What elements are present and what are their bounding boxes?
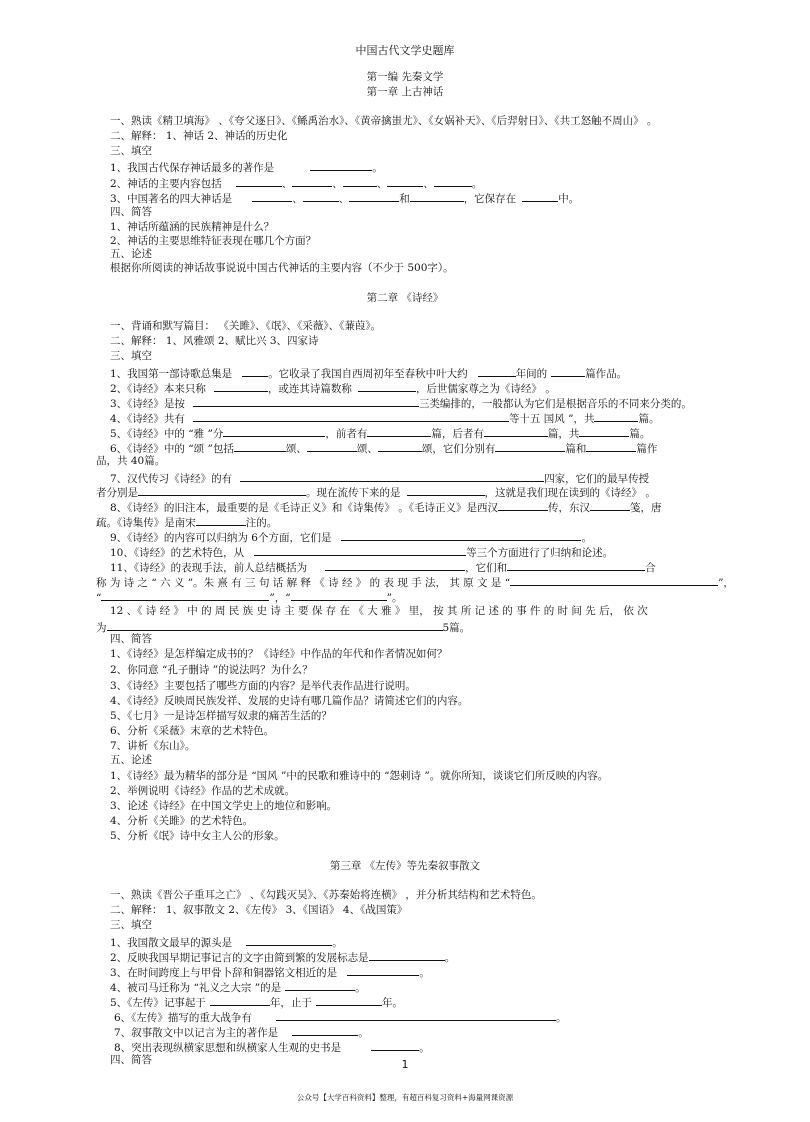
ch2-short-q1: 1、《诗经》是怎样编定成书的？《诗经》中作品的年代和作者情况如何？ xyxy=(110,648,448,660)
ch1-short-q2: 2、神话的主要思维特征表现在哪几个方面？ xyxy=(110,235,317,247)
ch1-fill-q3: 3、中国著名的四大神话是 、 、 和 ，它保存在 中。 xyxy=(110,193,580,205)
ch2-fill-q11-cont1: 称 为 诗 之 “ 六 义 ”。朱 熹 有 三 句 话 解 释 《 诗 经 》 的 表 现 手 法， 其 原 文 是 “ ”， xyxy=(96,577,734,589)
chapter-1-title: 第一章 上古神话 xyxy=(366,86,444,98)
ch2-fill-q6-cont: 品，共 40篇。 xyxy=(96,455,166,467)
ch2-fill-q11-cont2: “ ”，“ ”。 xyxy=(96,592,403,604)
ch3-fill-q7: 7、叙事散文中以记言为主的著作是 。 xyxy=(114,1027,369,1039)
ch2-fill-q8-cont: 疏。《诗集传》是南宋 注的。 xyxy=(96,517,278,529)
ch2-essay-q3: 3、论述《诗经》在中国文学史上的地位和影响。 xyxy=(110,800,338,812)
ch2-short-heading: 四、简答 xyxy=(110,633,152,645)
ch2-fill-q9: 9、《诗经》的内容可以归纳为 6个方面，它们是 。 xyxy=(110,532,592,544)
ch3-explain: 二、解释： 1、叙事散文 2、《左传》 3、《国语》 4、《战国策》 xyxy=(110,904,408,916)
ch3-fill-q3: 3、在时间跨度上与甲骨卜辞和铜器铭文相近的是 。 xyxy=(110,967,430,979)
chapter-3-title: 第三章 《左传》等先秦叙事散文 xyxy=(329,860,481,872)
ch2-short-q6: 6、分析《采薇》末章的艺术特色。 xyxy=(110,725,275,737)
ch3-fill-q2: 2、反映我国早期记事记言的文字由简到繁的发展标志是 。 xyxy=(110,952,456,964)
ch2-fill-q4: 4、《诗经》共有 等十五 国风 ”，共 篇。 xyxy=(110,413,660,425)
ch2-essay-q2: 2、举例说明《诗经》作品的艺术成就。 xyxy=(110,785,296,797)
ch2-short-q3: 3、《诗经》主要包括了哪些方面的内容？是举代表作品进行说明。 xyxy=(110,680,416,692)
ch2-fill-q12: 12 、《 诗 经 》 中 的 周 民 族 史 诗 主 要 保 存 在 《 大 雅 》 里， 按 其 所 记 述 的 事 件 的 时 间 先 后， 依 次 xyxy=(110,605,648,617)
ch1-fill-q1: 1、我国古代保存神话最多的著作是 。 xyxy=(110,162,383,174)
ch2-fill-q8: 8、《诗经》的旧注本，最重要的是《毛诗正义》和《诗集传》 。《毛诗正义》是西汉 传，东汉 笺，唐 xyxy=(110,502,662,514)
ch2-essay-q1: 1、《诗经》最为精华的部分是 “国风 ”中的民歌和雅诗中的 “怨刺诗 ”。就你所知，谈谈它们所反映的内容。 xyxy=(110,770,609,782)
part-title: 第一编 先秦文学 xyxy=(366,71,444,83)
ch3-fill-q8: 8、突出表现纵横家思想和纵横家人生观的史书是 。 xyxy=(114,1042,430,1054)
ch2-fill-q10: 10、《诗经》的艺术特色，从 等三个方面进行了归纳和论述。 xyxy=(110,547,614,559)
ch3-fill-q1: 1、我国散文最早的源头是 。 xyxy=(110,937,343,949)
ch2-short-q2: 2、你同意 “孔子删诗 ”的说法吗？为什么？ xyxy=(110,664,313,676)
ch2-recite: 一、背诵和默写篇目： 《关雎》、《氓》、《采薇》、《蒹葭》。 xyxy=(110,320,382,332)
ch2-fill-q7-cont: 者分别是 。现在流传下来的是 ，这就是我们现在读到的《诗经》 。 xyxy=(96,487,656,499)
ch1-essay-heading: 五、论述 xyxy=(110,248,152,260)
chapter-2-title: 第二章 《诗经》 xyxy=(366,292,444,304)
ch3-fill-q4: 4、被司马迁称为 “礼义之大宗 ”的是 。 xyxy=(110,982,366,994)
footer-note: 公众号【大学百科资料】整理，有超百科复习资料+海量网课资源 xyxy=(296,1093,514,1102)
ch2-fill-q3: 3、《诗经》是按 三类编排的，一般都认为它们是根据音乐的不同来分类的。 xyxy=(110,398,692,410)
ch2-essay-heading: 五、论述 xyxy=(110,754,152,766)
ch2-fill-q6: 6、《诗经》中的 “颂 ”包括 颂、 颂、 颂，它们分别有 篇和 篇作 xyxy=(110,443,658,455)
ch1-fill-q2: 2、神话的主要内容包括 、 、 、 、 。 xyxy=(110,178,483,190)
ch3-fill-heading: 三、填空 xyxy=(110,919,152,931)
ch2-fill-heading: 三、填空 xyxy=(110,350,152,362)
ch2-essay-q5: 5、分析《氓》诗中女主人公的形象。 xyxy=(110,830,285,842)
ch2-fill-q1: 1、我国第一部诗歌总集是 。它收录了我国自西周初年至春秋中叶大约 年间的 篇作品。 xyxy=(110,368,628,380)
ch2-fill-q7: 7、汉代传习《诗经》的有 四家，它们的最早传授 xyxy=(110,473,650,485)
ch1-fill-heading: 三、填空 xyxy=(110,145,152,157)
ch2-short-q7: 7、讲析《东山》。 xyxy=(110,740,196,752)
ch3-fill-q5: 5、《左传》记事起于 年，止于 年。 xyxy=(110,997,403,1009)
ch3-fill-q6: 6、《左传》描写的重大战争有 。 xyxy=(114,1012,567,1024)
ch1-short-heading: 四、简答 xyxy=(110,206,152,218)
ch1-explain: 二、解释： 1、神话 2、神话的历史化 xyxy=(110,130,288,142)
ch3-reading: 一、熟读《晋公子重耳之亡》 、《勾践灭吴》、《苏秦始将连横》 ，并分析其结构和艺术特色。 xyxy=(110,889,542,901)
ch1-reading: 一、熟读《精卫填海》 、《夸父逐日》、《鲧禹治水》、《黄帝擒蚩尤》、《女娲补天》、《后羿射日》、《共工怒触不周山》 。 xyxy=(110,115,658,127)
ch2-explain: 二、解释： 1、风雅颂 2、赋比兴 3、四家诗 xyxy=(110,335,319,347)
ch3-short-heading: 四、简答 xyxy=(110,1054,152,1066)
ch1-essay-q1: 根据你所阅读的神话故事说说中国古代神话的主要内容（不少于 500字）。 xyxy=(110,262,454,274)
ch2-fill-q2: 2、《诗经》本来只称 ，或连其诗篇数称 ，后世儒家尊之为《诗经》 。 xyxy=(110,383,556,395)
page-number: 1 xyxy=(401,1058,409,1071)
ch1-short-q1: 1、神话所蕴涵的民族精神是什么？ xyxy=(110,221,275,233)
document-title: 中国古代文学史题库 xyxy=(355,44,455,57)
ch2-short-q5: 5、《七月》一是诗怎样描写奴隶的痛苦生活的？ xyxy=(110,710,332,722)
ch2-fill-q11: 11、《诗经》的表现手法，前人总结概括为 ，它们和 合 xyxy=(110,562,656,574)
ch2-short-q4: 4、《诗经》反映周民族发祥、发展的史诗有哪几篇作品？请简述它们的内容。 xyxy=(110,695,469,707)
ch2-fill-q5: 5、《诗经》中的 “雅 ”分 ，前者有 篇，后者有 篇，共 篇。 xyxy=(110,428,651,440)
ch2-essay-q4: 4、分析《关雎》的艺术特色。 xyxy=(110,815,254,827)
ch2-fill-q12-cont: 为 5篇。 xyxy=(96,622,471,634)
